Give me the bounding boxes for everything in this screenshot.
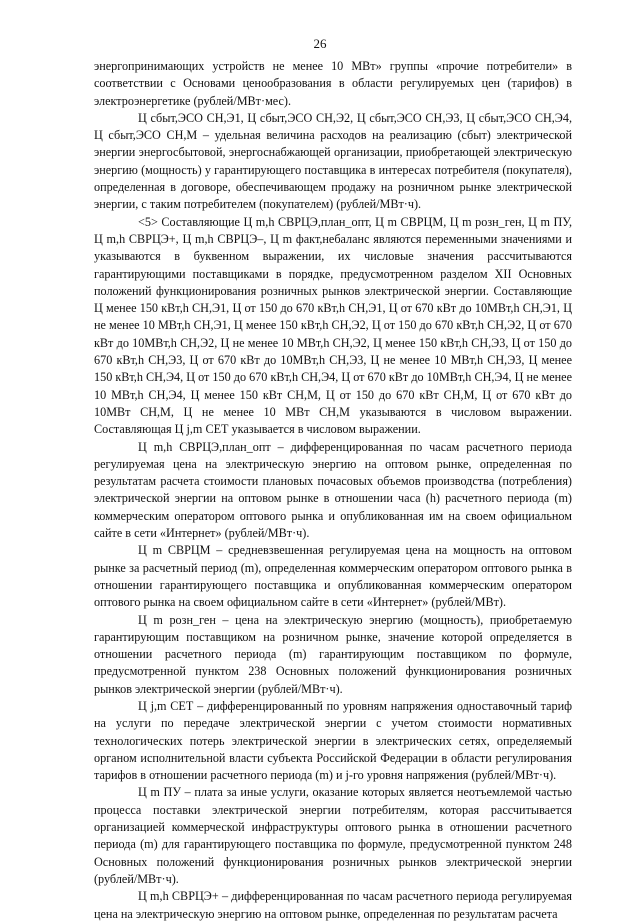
paragraph: Ц m СВРЦМ – средневзвешенная регулируемая цена на мощность на оптовом рынке за расчетный период (m), определенная коммерческим оператором оптового рынка в отношении гарантирующего поставщика и опубликованная коммерческим оператором оптового рынка на своем официальном сайте в сети «Интернет» (рублей/МВт).	[94, 543, 572, 610]
document-body	[94, 58, 572, 923]
paragraph: энергопринимающих устройств не менее 10 МВт» группы «прочие потребители» в соответствии с Основами ценообразования в области регулируемых цен (тарифов) в электроэнергетике (рублей/МВт·мес).	[94, 59, 572, 108]
paragraph: Ц сбыт,ЭСО СН,Э1, Ц сбыт,ЭСО СН,Э2, Ц сбыт,ЭСО СН,Э3, Ц сбыт,ЭСО СН,Э4, Ц сбыт,ЭСО СН,М – удельная величина расходов на реализацию (сбыт) электрической энергии энергосбытовой, энергоснабжающей организации, приобретающей электрическую энергию (мощность) у гарантирующего поставщика в интересах потребителя (покупателя), определенная в договоре, обеспечивающем продажу на розничном рынке электрической энергии, с таким потребителем (покупателем) (рублей/МВт·ч).	[94, 110, 572, 212]
paragraph: Ц j,m СЕТ – дифференцированный по уровням напряжения одноставочный тариф на услуги по передаче электрической энергии с учетом стоимости нормативных технологических потерь электрической энергии в электрических сетях, определяемый органом исполнительной власти субъекта Российской Федерации в области регулирования тарифов в отношении расчетного периода (m) и j-го уровня напряжения (рублей/МВт·ч).	[94, 698, 572, 783]
paragraph: <5> Составляющие Ц m,h СВРЦЭ,план_опт, Ц m СВРЦМ, Ц m розн_ген, Ц m ПУ, Ц m,h СВРЦЭ+, Ц m,h СВРЦЭ–, Ц m факт,небаланс являются переменными значениями и указываются в буквенном выражении, их числовые значения рассчитываются гарантирующими поставщиками в порядке, предусмотренном разделом XII Основных положений функционирования розничных рынков электрической энергии. Составляющие Ц менее 150 кВт,h СН,Э1, Ц от 150 до 670 кВт,h СН,Э1, Ц от 670 кВт до 10МВт,h СН,Э1, Ц не менее 10 МВт,h СН,Э1, Ц менее 150 кВт,h СН,Э2, Ц от 150 до 670 кВт,h СН,Э2, Ц от 670 кВт до 10МВт,h СН,Э2, Ц не менее 10 МВт,h СН,Э2, Ц менее 150 кВт,h СН,Э3, Ц от 150 до 670 кВт,h СН,Э3, Ц от 670 кВт до 10МВт,h СН,Э3, Ц не менее 10 МВт,h СН,Э3, Ц менее 150 кВт,h СН,Э4, Ц от 150 до 670 кВт,h СН,Э4, Ц от 670 кВт до 10МВт,h СН,Э4, Ц не менее 10 МВт,h СН,Э4, Ц менее 150 кВт СН,М, Ц от 150 до 670 кВт СН,М, Ц от 670 кВт до 10МВт СН,М, Ц не менее 10 МВт СН,М указываются в числовом выражении. Составляющая Ц j,m СЕТ указывается в числовом выражении.	[94, 214, 572, 437]
page-number: 26	[313, 36, 327, 51]
paragraph: Ц m розн_ген – цена на электрическую энергию (мощность), приобретаемую гарантирующим поставщиком на розничном рынке, значение которой определяется в отношении расчетного периода (m) гарантирующим поставщиком по формуле, предусмотренной пунктом 238 Основных положений функционирования розничных рынков электрической энергии (рублей/МВт·ч).	[94, 612, 572, 696]
paragraph: Ц m,h СВРЦЭ,план_опт – дифференцированная по часам расчетного периода регулируемая цена на электрическую энергию на оптовом рынке, определенная по результатам расчета стоимости плановых почасовых объемов производства (потребления) электрической энергии на оптовом рынке в отношении часа (h) расчетного периода (m) коммерческим оператором оптового рынка и опубликованная им на своем официальном сайте в сети «Интернет» (рублей/МВт·ч).	[94, 439, 572, 541]
paragraph: Ц m ПУ – плата за иные услуги, оказание которых является неотъемлемой частью процесса поставки электрической энергии потребителям, которая рассчитывается организацией коммерческой инфраструктуры оптового рынка в отношении расчетного периода (m) для гарантирующего поставщика по формуле, предусмотренной пунктом 248 Основных положений функционирования розничных рынков электрической энергии (рублей/МВт·ч).	[94, 785, 572, 886]
paragraph: Ц m,h СВРЦЭ+ – дифференцированная по часам расчетного периода регулируемая цена на электрическую энергию на оптовом рынке, определенная по результатам расчета	[94, 889, 572, 921]
